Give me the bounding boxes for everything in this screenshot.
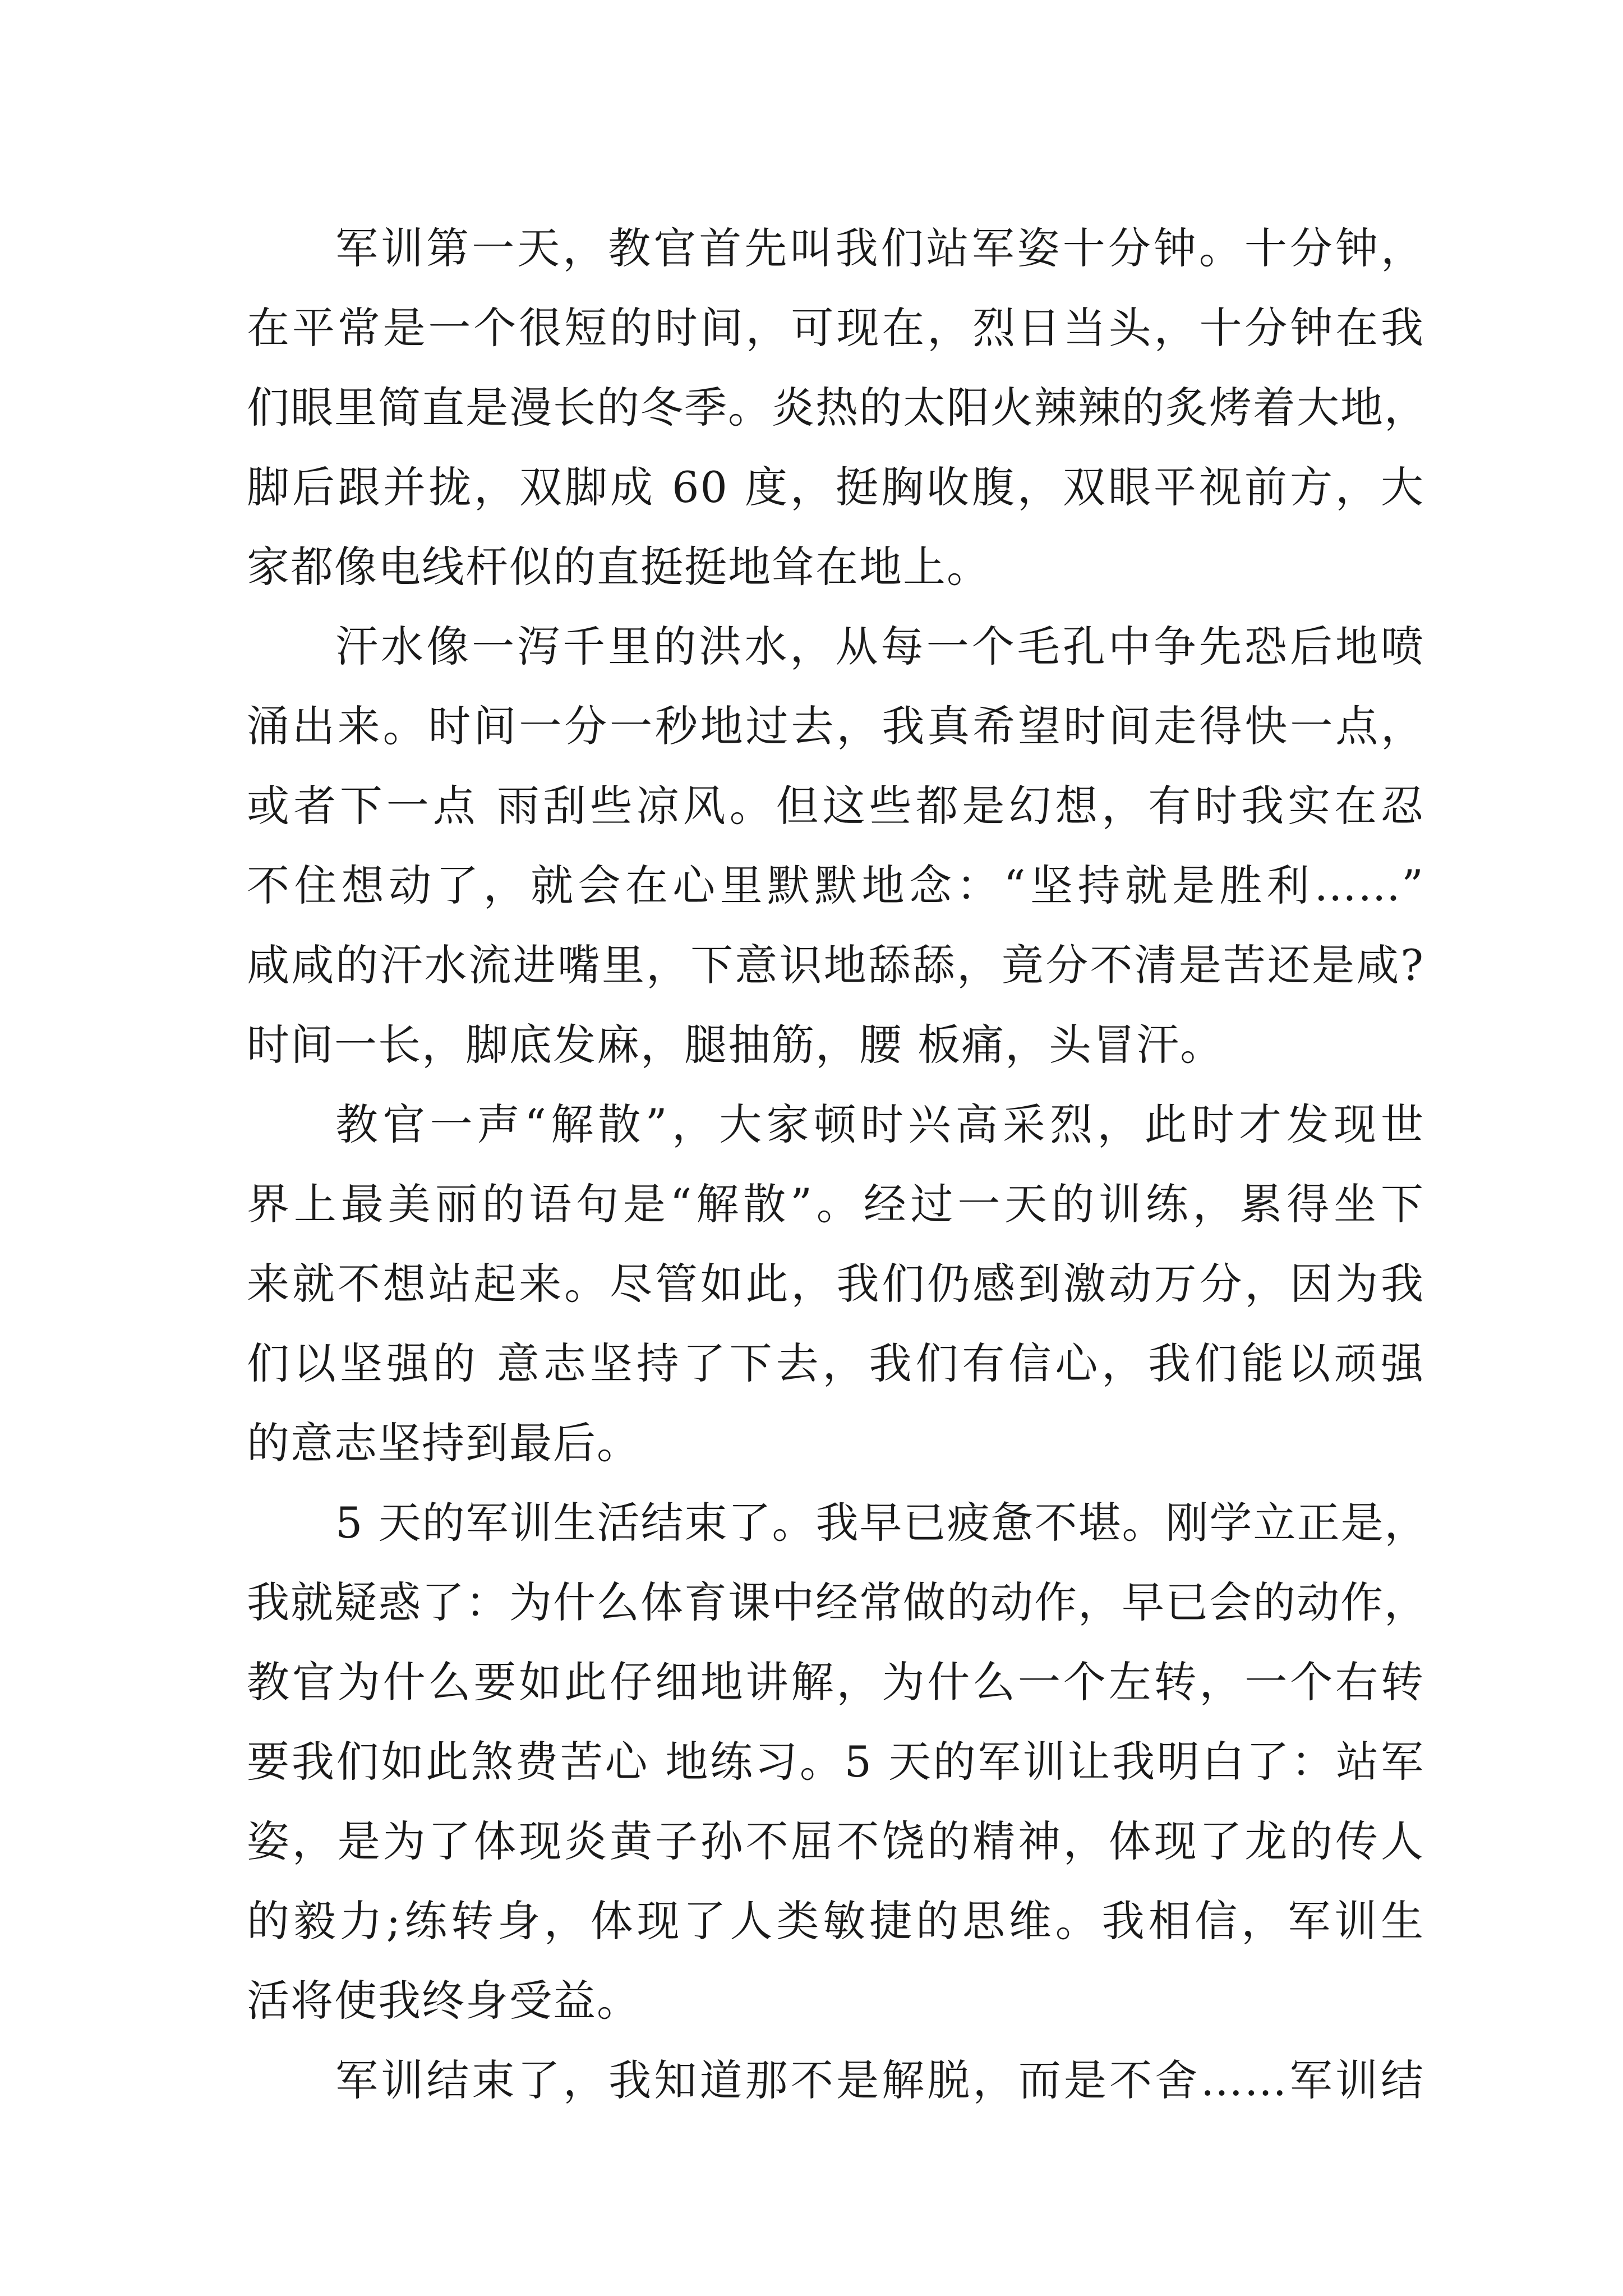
text-line: 在平常是一个很短的时间，可现在，烈日当头，十分钟在我 [247, 303, 1424, 353]
text-line: 家都像电线杆似的直挺挺地耸在地上。 [247, 542, 990, 592]
text-line: 们以坚强的 意志坚持了下去，我们有信心，我们能以顽强 [247, 1338, 1424, 1388]
text-line: 的意志坚持到最后。 [247, 1418, 640, 1468]
paragraph-5 [247, 2041, 1424, 2120]
text-line: 或者下一点 雨刮些凉风。但这些都是幻想，有时我实在忍 [247, 781, 1424, 831]
paragraph-3 [247, 1085, 1424, 1483]
paragraph-2 [247, 607, 1424, 1085]
text-line: 涌出来。时间一分一秒地过去，我真希望时间走得快一点， [247, 701, 1424, 751]
text-line: 脚后跟并拢，双脚成 60 度，挺胸收腹，双眼平视前方，大 [247, 462, 1424, 512]
text-line: 要我们如此煞费苦心 地练习。5 天的军训让我明白了：站军 [247, 1737, 1424, 1787]
text-line: 教官为什么要如此仔细地讲解，为什么一个左转，一个右转 [247, 1657, 1424, 1707]
text-line: 5 天的军训生活结束了。我早已疲惫不堪。刚学立正是， [335, 1498, 1428, 1548]
text-line: 界上最美丽的语句是“解散”。经过一天的训练，累得坐下 [247, 1179, 1424, 1229]
paragraph-1 [247, 209, 1428, 607]
document-body [247, 209, 1428, 2120]
text-line: 我就疑惑了：为什么体育课中经常做的动作，早已会的动作， [247, 1577, 1428, 1627]
text-line: 们眼里简直是漫长的冬季。炎热的太阳火辣辣的炙烤着大地， [247, 383, 1428, 432]
text-line: 军训结束了，我知道那不是解脱，而是不舍……军训结 [335, 2055, 1424, 2105]
text-line: 汗水像一泻千里的洪水，从每一个毛孔中争先恐后地喷 [335, 622, 1424, 671]
text-line: 军训第一天，教官首先叫我们站军姿十分钟。十分钟， [335, 223, 1424, 273]
text-line: 不住想动了，就会在心里默默地念：“坚持就是胜利……” [247, 861, 1424, 910]
text-line: 活将使我终身受益。 [247, 1976, 640, 2026]
text-line: 来就不想站起来。尽管如此，我们仍感到激动万分，因为我 [247, 1259, 1424, 1309]
text-line: 咸咸的汗水流进嘴里，下意识地舔舔，竟分不清是苦还是咸? [247, 940, 1424, 990]
text-line: 姿，是为了体现炎黄子孙不屈不饶的精神，体现了龙的传人 [247, 1816, 1424, 1866]
text-line: 时间一长，脚底发麻，腿抽筋，腰 板痛，头冒汗。 [247, 1020, 1224, 1070]
text-line: 教官一声“解散”，大家顿时兴高采烈，此时才发现世 [335, 1099, 1424, 1149]
text-line: 的毅力;练转身，体现了人类敏捷的思维。我相信，军训生 [247, 1896, 1424, 1946]
paragraph-4 [247, 1483, 1428, 2041]
